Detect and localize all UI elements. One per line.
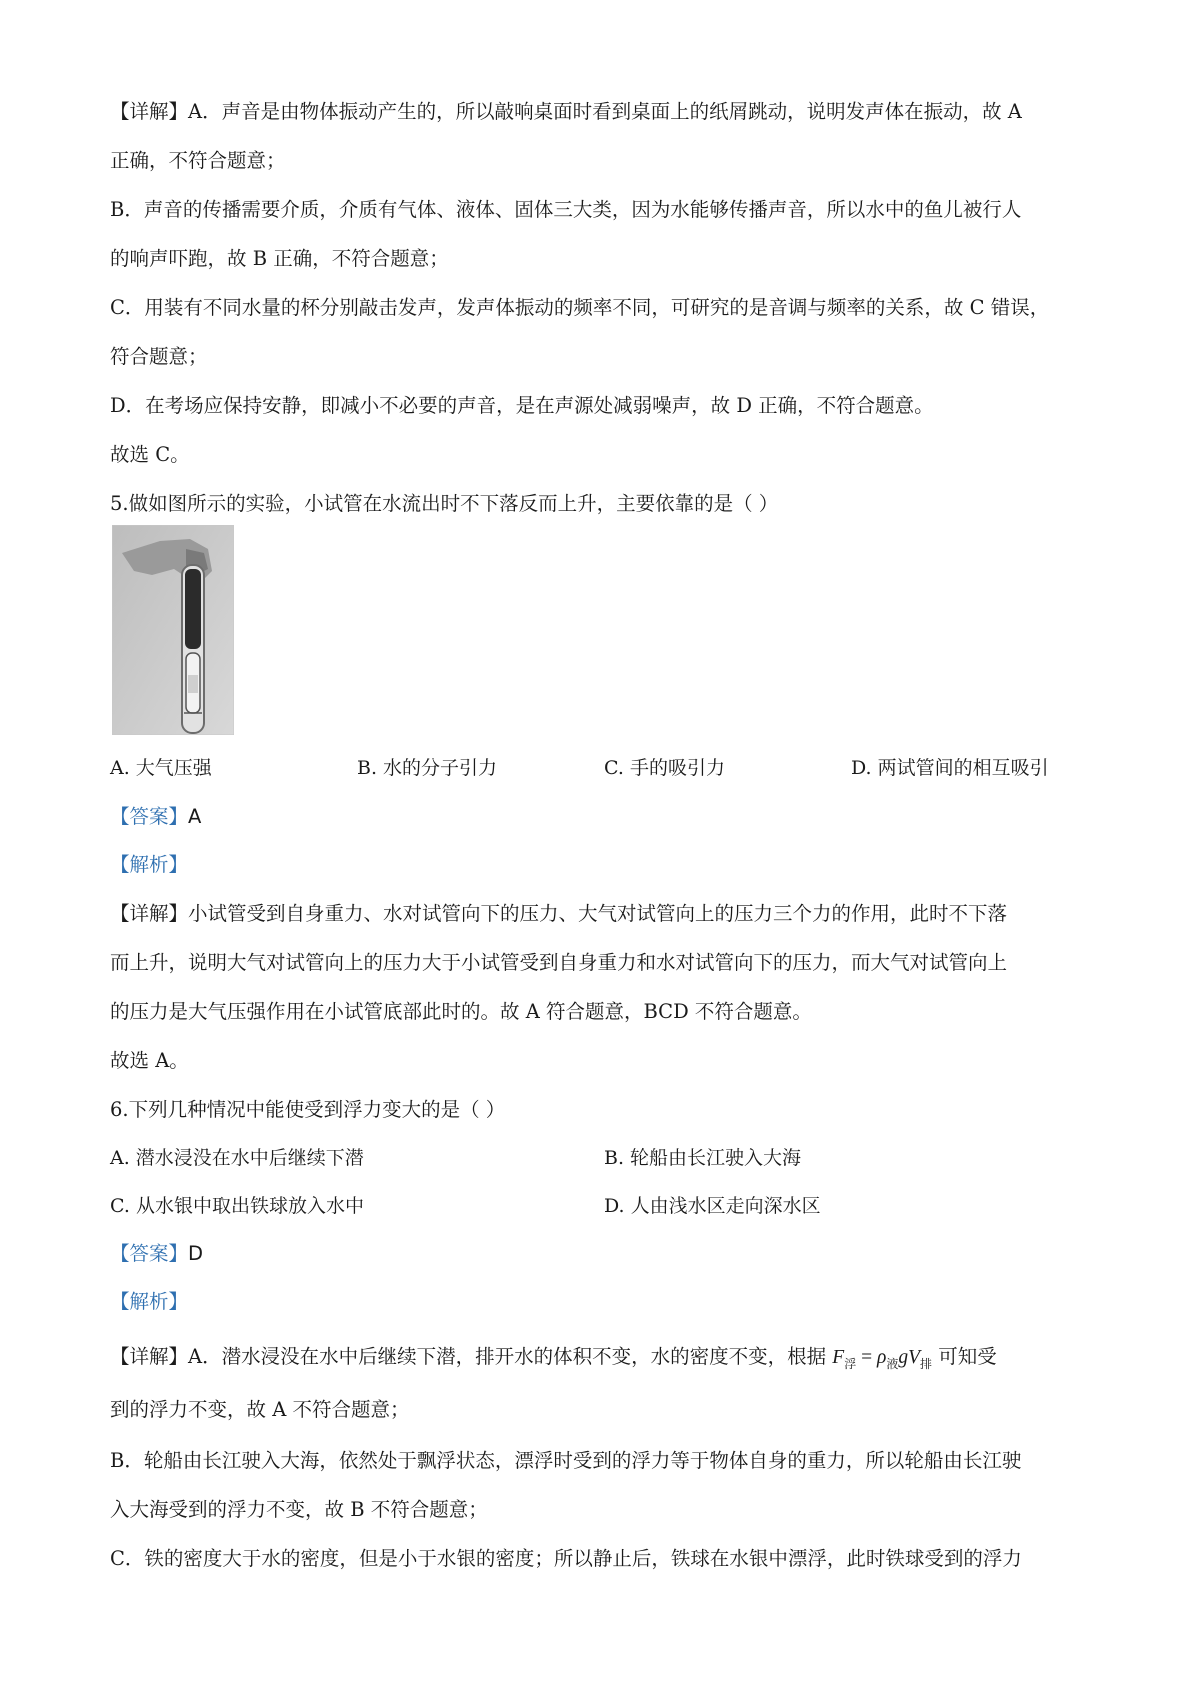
detail-line-5: C．用装有不同水量的杯分别敲击发声，发声体振动的频率不同，可研究的是音调与频率的关系，故 C 错误， xyxy=(110,296,1050,319)
formula-eq: = xyxy=(856,1347,877,1368)
test-tube-figure xyxy=(112,525,234,735)
q6-option-b: B. 轮船由长江驶入大海 xyxy=(604,1147,802,1169)
formula-rho-sub: 液 xyxy=(886,1356,899,1371)
q6-detail-line-3: B．轮船由长江驶入大海，依然处于飘浮状态，漂浮时受到的浮力等于物体自身的重力，所以轮船由长江驶 xyxy=(110,1449,1022,1472)
q6-detail-line-4: 入大海受到的浮力不变，故 B 不符合题意； xyxy=(110,1498,488,1521)
q5-option-a: A. 大气压强 xyxy=(110,757,212,779)
detail-line-3: B．声音的传播需要介质，介质有气体、液体、固体三大类，因为水能够传播声音，所以水中的鱼儿被行人 xyxy=(110,198,1022,221)
answer-label: 【答案】 xyxy=(110,805,189,828)
detail-line-8: 故选 C。 xyxy=(110,443,190,466)
q5-answer xyxy=(110,803,201,831)
q5-detail-line-2: 而上升，说明大气对试管向上的压力大于小试管受到自身重力和水对试管向下的压力，而大气对试管向上 xyxy=(110,951,1008,974)
answer-value: D xyxy=(188,1242,204,1265)
q6-detail-line-5: C．铁的密度大于水的密度，但是小于水银的密度；所以静止后，铁球在水银中漂浮，此时铁球受到的浮力 xyxy=(110,1547,1022,1570)
q5-detail-line-1: 【详解】小试管受到自身重力、水对试管向下的压力、大气对试管向上的压力三个力的作用，此时不下落 xyxy=(110,902,1008,925)
q6-detail-line-1 xyxy=(110,1343,997,1378)
q6-detail-line-2: 到的浮力不变，故 A 不符合题意； xyxy=(110,1398,410,1421)
q5-option-b: B. 水的分子引力 xyxy=(357,757,498,779)
formula-f-sub: 浮 xyxy=(844,1356,857,1371)
q6-detail-line-1-text: 【详解】A．潜水浸没在水中后继续下潜，排开水的体积不变，水的密度不变，根据 xyxy=(110,1345,827,1368)
answer-label: 【答案】 xyxy=(110,1242,189,1265)
answer-value: A xyxy=(188,805,202,828)
question-6-stem: 6.下列几种情况中能使受到浮力变大的是（ ） xyxy=(110,1098,506,1121)
q5-detail-line-3: 的压力是大气压强作用在小试管底部此时的。故 A 符合题意，BCD 不符合题意。 xyxy=(110,1000,812,1023)
q6-detail-line-1-end: 可知受 xyxy=(938,1345,997,1368)
detail-line-2: 正确，不符合题意； xyxy=(110,149,286,172)
q5-detail-line-4: 故选 A。 xyxy=(110,1049,189,1072)
detail-line-7: D．在考场应保持安静，即减小不必要的声音，是在声源处减弱噪声，故 D 正确，不符合题意。 xyxy=(110,394,934,417)
q5-option-c: C. 手的吸引力 xyxy=(604,757,725,779)
q6-answer xyxy=(110,1240,203,1268)
formula-f: F xyxy=(832,1347,845,1368)
formula-v-sub: 排 xyxy=(920,1356,933,1371)
buoyancy-formula xyxy=(832,1347,933,1371)
q6-option-d: D. 人由浅水区走向深水区 xyxy=(604,1195,821,1217)
formula-g: g xyxy=(898,1347,909,1368)
detail-line-6: 符合题意； xyxy=(110,345,208,368)
q6-option-a: A. 潜水浸没在水中后继续下潜 xyxy=(110,1147,364,1169)
detail-line-1: 【详解】A．声音是由物体振动产生的，所以敲响桌面时看到桌面上的纸屑跳动，说明发声体在振动，故 A xyxy=(110,100,1022,123)
q6-option-c: C. 从水银中取出铁球放入水中 xyxy=(110,1195,364,1217)
q6-analysis-label: 【解析】 xyxy=(110,1290,189,1313)
formula-rho: ρ xyxy=(876,1347,887,1368)
question-5-stem: 5.做如图所示的实验，小试管在水流出时不下落反而上升，主要依靠的是（ ） xyxy=(110,492,779,515)
detail-line-4: 的响声吓跑，故 B 正确，不符合题意； xyxy=(110,247,449,270)
q5-option-d: D. 两试管间的相互吸引 xyxy=(851,757,1049,779)
formula-v: V xyxy=(908,1347,921,1368)
q5-analysis-label: 【解析】 xyxy=(110,853,189,876)
